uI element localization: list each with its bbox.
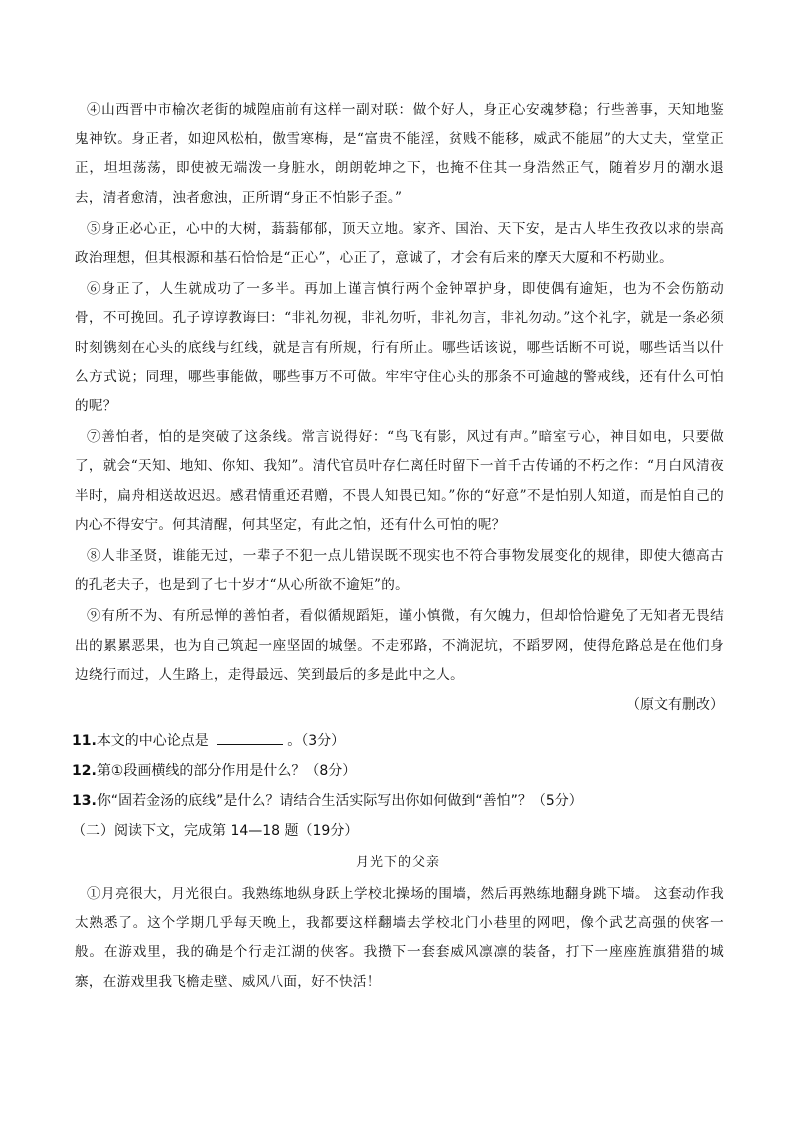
story-paragraph-1: ①月亮很大，月光很白。我熟练地纵身跃上学校北操场的围墙，然后再熟练地翻身跳下墙。 这套动作我太熟悉了。这个学期几乎每天晚上，我都要这样翻墙去学校北门小巷里的网吧，像个武艺高强的侠客一般。在游戏里，我的确是个行走江湖的侠客。我攒下一套套威风凛凛的装备，打下一座座旌旗猎猎的城寨，在游戏里我飞檐走壁、威风八面，好不快活！ xyxy=(75,886,724,990)
paragraph-9: ⑨有所不为、有所忌惮的善怕者，看似循规蹈矩，谨小慎微，有欠魄力，但却恰恰避免了无知者无畏结出的累累恶果，也为自己筑起一座坚固的城堡。不走邪路，不淌泥坑，不蹈罗网，使得危路总是在他们身边绕行而过，人生路上，走得最远、笑到最后的多是此中之人。 xyxy=(75,608,724,683)
paragraph-5: ⑤身正必心正，心中的大树，蓊蓊郁郁，顶天立地。家齐、国治、天下安，是古人毕生孜孜以求的崇高政治理想，但其根源和基石恰恰是“正心”，心正了，意诚了，才会有后来的摩天大厦和不朽勋业。 xyxy=(75,220,724,267)
paragraph-7: ⑦善怕者，怕的是突破了这条线。常言说得好：“鸟飞有影，风过有声。”暗室亏心，神目如电，只要做了，就会“天知、地知、你知、我知”。清代官员叶存仁离任时留下一首千古传诵的不朽之作：“月白风清夜半时，扁舟相送故迟迟。感君情重还君赠，不畏人知畏已知。”你的“好意”不是怕别人知道，而是怕自己的内心不得安宁。何其清醒，何其坚定，有此之怕，还有什么可怕的呢？ xyxy=(75,429,724,533)
answer-blank[interactable] xyxy=(217,732,283,745)
paragraph-6: ⑥身正了，人生就成功了一多半。再加上谨言慎行两个金钟罩护身，即使偶有逾矩，也为不会伤筋动骨，不可挽回。孔子谆谆教诲曰：“非礼勿视，非礼勿听，非礼勿言，非礼勿动。”这个礼字，就是一条必须时刻镌刻在心头的底线与红线，就是言有所规，行有所止。哪些话该说，哪些话断不可说，哪些话当以什么方式说；同理，哪些事能做，哪些事万不可做。牢牢守住心头的那条不可逾越的警戒线，还有什么可怕的呢？ xyxy=(75,281,724,415)
document-content xyxy=(72,96,724,999)
section-2-heading: （二）阅读下文，完成第 14—18 题（19分） xyxy=(72,823,359,840)
paragraph-8: ⑧人非圣贤，谁能无过，一辈子不犯一点儿错误既不现实也不符合事物发展变化的规律，即使大德高古的孔老夫子，也是到了七十岁才“从心所欲不逾矩”的。 xyxy=(75,548,724,594)
question-11-number: 11. xyxy=(72,733,97,750)
question-12 xyxy=(72,760,724,782)
question-12-text: 第①段画横线的部分作用是什么？（8分） xyxy=(96,763,357,780)
story-title: 月光下的父亲 xyxy=(355,855,440,871)
question-13 xyxy=(72,790,724,812)
source-note: （原文有删改） xyxy=(626,697,724,714)
paragraph-4: ④山西晋中市榆次老街的城隍庙前有这样一副对联：做个好人，身正心安魂梦稳；行些善事，天知地鉴鬼神钦。身正者，如迎风松柏，傲雪寒梅，是“富贵不能淫，贫贱不能移，威武不能屈”的大丈夫，堂堂正正，坦坦荡荡，即使被无端泼一身脏水，朗朗乾坤之下，也掩不住其一身浩然正气，随着岁月的潮水退去，清者愈清，浊者愈浊，正所谓“身正不怕影子歪。” xyxy=(75,102,724,206)
question-11-score: 。（3分） xyxy=(287,733,346,750)
question-11-text: 本文的中心论点是 xyxy=(96,733,214,750)
question-13-number: 13. xyxy=(72,793,97,810)
question-11 xyxy=(72,730,724,752)
question-12-number: 12. xyxy=(72,763,97,780)
question-13-text: 你“固若金汤的底线”是什么？请结合生活实际写出你如何做到“善怕”？（5分） xyxy=(96,793,583,810)
